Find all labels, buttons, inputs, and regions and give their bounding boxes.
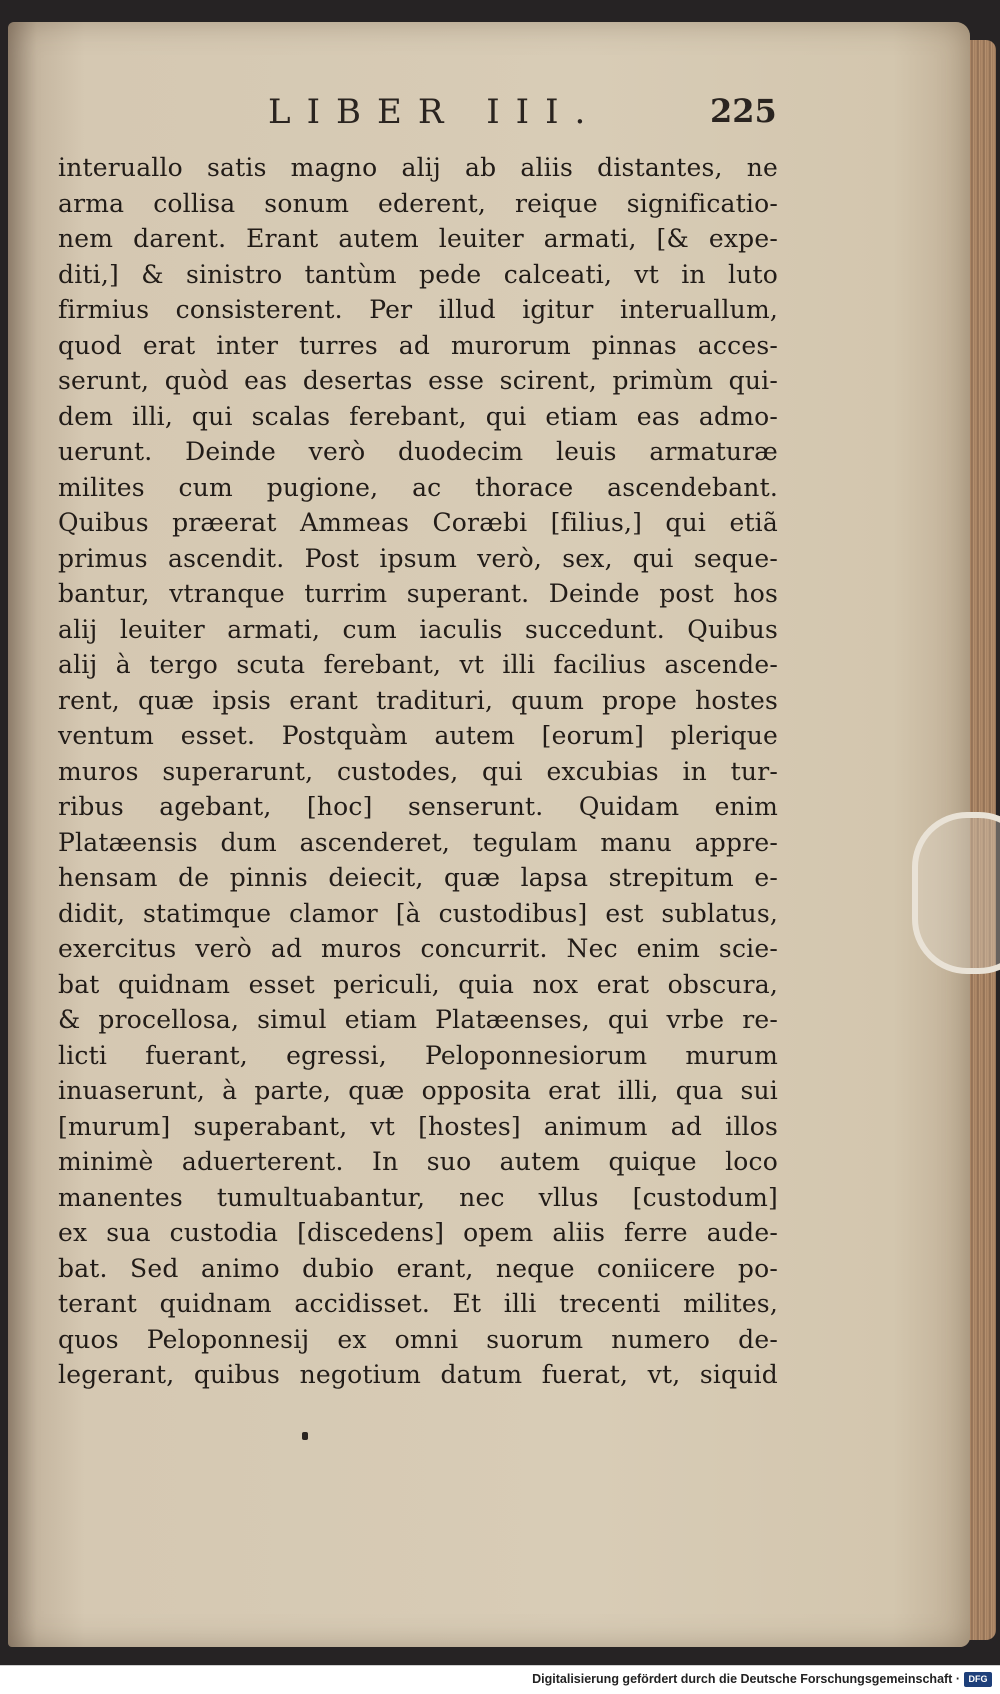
text-line: hensam de pinnis deiecit, quæ lapsa strepitum e-	[58, 863, 778, 892]
footer-credit: Digitalisierung gefördert durch die Deutsche Forschungsgemeinschaft ·	[532, 1672, 960, 1686]
text-line: dem illi, qui scalas ferebant, qui etiam eas admo-	[58, 401, 778, 431]
text-line: ex sua custodia [discedens] opem aliis ferre aude-	[58, 1218, 778, 1247]
text-line: alij leuiter armati, cum iaculis succedunt. Quibus	[58, 614, 778, 644]
page-number: 225	[710, 92, 777, 130]
text-line: exercitus verò ad muros concurrit. Nec enim scie-	[58, 934, 778, 963]
text-line: arma collisa sonum ederent, reique significatio-	[58, 188, 778, 218]
text-line: bantur, vtranque turrim superant. Deinde post hos	[58, 579, 778, 608]
text-line: interuallo satis magno alij ab aliis distantes, ne	[58, 153, 778, 182]
text-line: [murum] superabant, vt [hostes] animum ad illos	[58, 1111, 778, 1141]
text-line: quod erat inter turres ad murorum pinnas acces-	[58, 330, 778, 360]
text-line: uerunt. Deinde verò duodecim leuis armaturæ	[58, 437, 778, 466]
text-line: Platæensis dum ascenderet, tegulam manu appre-	[58, 827, 778, 857]
text-line: bat. Sed animo dubio erant, neque coniicere po-	[58, 1253, 778, 1283]
text-line: terant quidnam accidisset. Et illi trecenti milites,	[58, 1289, 778, 1318]
text-line: didit, statimque clamor [à custodibus] est sublatus,	[58, 898, 778, 928]
text-line: ribus agebant, [hoc] senserunt. Quidam enim	[58, 792, 778, 821]
printer-mark	[302, 1432, 308, 1440]
digitization-footer	[0, 1665, 1000, 1694]
text-line: manentes tumultuabantur, nec vllus [custodum]	[58, 1182, 778, 1212]
text-line: alij à tergo scuta ferebant, vt illi facilius ascende-	[58, 650, 778, 679]
text-line: inuaserunt, à parte, quæ opposita erat illi, qua sui	[58, 1076, 778, 1105]
dfg-logo-icon: DFG	[964, 1672, 992, 1687]
text-line: milites cum pugione, ac thorace ascendebant.	[58, 472, 778, 502]
text-line: bat quidnam esset periculi, quia nox erat obscura,	[58, 969, 778, 999]
text-line: muros superarunt, custodes, qui excubias in tur-	[58, 756, 778, 786]
text-line: serunt, quòd eas desertas esse scirent, primùm qui-	[58, 366, 778, 395]
text-line: legerant, quibus negotium datum fuerat, vt, siquid	[58, 1360, 778, 1389]
text-line: nem darent. Erant autem leuiter armati, [& expe-	[58, 224, 778, 253]
text-line: & procellosa, simul etiam Platæenses, qui vrbe re-	[58, 1005, 778, 1034]
running-head: LIBER III.	[268, 92, 602, 132]
text-line: quos Peloponnesij ex omni suorum numero de-	[58, 1324, 778, 1354]
text-line: primus ascendit. Post ipsum verò, sex, qui seque-	[58, 543, 778, 573]
text-line: licti fuerant, egressi, Peloponnesiorum murum	[58, 1040, 778, 1070]
text-line: firmius consisterent. Per illud igitur interuallum,	[58, 295, 778, 324]
text-line: diti,] & sinistro tantùm pede calceati, vt in luto	[58, 259, 778, 289]
body-text	[58, 150, 778, 1393]
page-clip	[912, 812, 1000, 974]
page-header	[0, 92, 1000, 142]
text-line: minimè aduerterent. In suo autem quique loco	[58, 1147, 778, 1176]
text-line: Quibus præerat Ammeas Coræbi [filius,] qui etiã	[58, 508, 778, 537]
text-line: ventum esset. Postquàm autem [eorum] plerique	[58, 721, 778, 750]
text-line: rent, quæ ipsis erant tradituri, quum prope hostes	[58, 685, 778, 715]
